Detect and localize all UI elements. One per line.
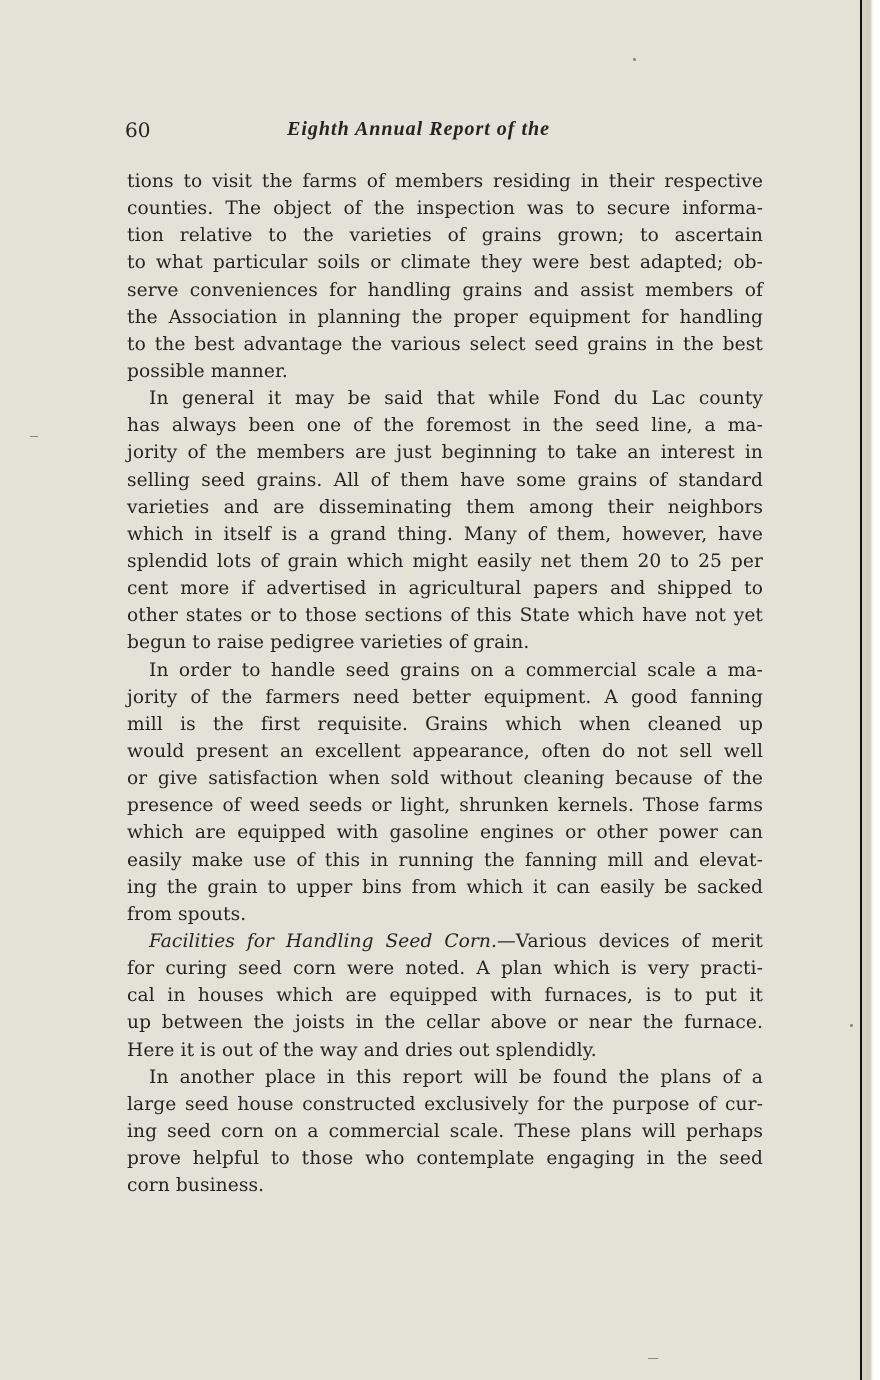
text-line: varieties and are disseminating them among their neighbors [127,496,763,518]
text-line: has always been one of the foremost in the seed line, a ma- [127,415,763,437]
text-line: jority of the farmers need better equipment. A good fanning [127,686,763,708]
paragraph-first-line: In general it may be said that while Fond du Lac county [149,388,763,410]
text-line: cal in houses which are equipped with furnaces, is to put it [127,985,763,1007]
text-line: splendid lots of grain which might easily net them 20 to 25 per [127,550,763,572]
text-line: ing the grain to upper bins from which it can easily be sacked [127,876,763,898]
text-line: tion relative to the varieties of grains grown; to ascertain [127,225,763,247]
section-lead-text: —Various devices of merit [497,930,764,952]
section-heading: Facilities for Handling Seed Corn. [149,930,498,952]
text-line: or give satisfaction when sold without cleaning because of the [127,768,763,790]
page-edge [862,0,880,1380]
text-line: corn business. [127,1175,265,1197]
text-line: counties. The object of the inspection was to secure informa- [127,198,763,220]
text-line: jority of the members are just beginning to take an interest in [127,442,763,464]
text-line: to the best advantage the various select seed grains in the best [127,333,763,355]
text-line: for curing seed corn were noted. A plan which is very practi- [127,958,763,980]
paper-speck [648,1358,658,1359]
paragraph-first-line: In another place in this report will be found the plans of a [149,1066,763,1088]
page-header [125,118,765,148]
text-line: begun to raise pedigree varieties of grain. [127,632,530,654]
text-line: selling seed grains. All of them have some grains of standard [127,469,763,491]
paper-speck [30,436,38,437]
text-line: which are equipped with gasoline engines or other power can [127,822,763,844]
paper-speck [633,58,636,61]
text-line: ing seed corn on a commercial scale. These plans will perhaps [127,1120,763,1142]
text-line: up between the joists in the cellar above or near the furnace. [127,1012,763,1034]
text-line: from spouts. [127,903,247,925]
running-head: Eighth Annual Report of the [287,118,550,140]
text-line: to what particular soils or climate they were best adapted; ob- [127,252,763,274]
page-number: 60 [125,118,151,142]
text-line: other states or to those sections of this State which have not yet [127,605,763,627]
text-line: presence of weed seeds or light, shrunken kernels. Those farms [127,795,763,817]
text-line: prove helpful to those who contemplate engaging in the seed [127,1148,763,1170]
text-line: Here it is out of the way and dries out splendidly. [127,1039,597,1061]
text-line: serve conveniences for handling grains and assist members of [127,279,763,301]
text-line: easily make use of this in running the fanning mill and elevat- [127,849,763,871]
text-line: tions to visit the farms of members residing in their respective [127,171,763,192]
paper-speck [850,1024,853,1027]
text-line: which in itself is a grand thing. Many of them, however, have [127,523,763,545]
binding-edge-line [860,0,862,1380]
body-text [127,168,763,1199]
text-line: would present an excellent appearance, often do not sell well [127,740,763,762]
text-line: mill is the first requisite. Grains which when cleaned up [127,713,763,735]
text-line: possible manner. [127,360,288,382]
paragraph-first-line: In order to handle seed grains on a commercial scale a ma- [149,659,763,681]
paragraph-first-line [127,928,763,955]
text-line: the Association in planning the proper equipment for handling [127,306,763,328]
text-line: large seed house constructed exclusively for the purpose of cur- [127,1093,763,1115]
text-line: cent more if advertised in agricultural papers and shipped to [127,578,763,600]
